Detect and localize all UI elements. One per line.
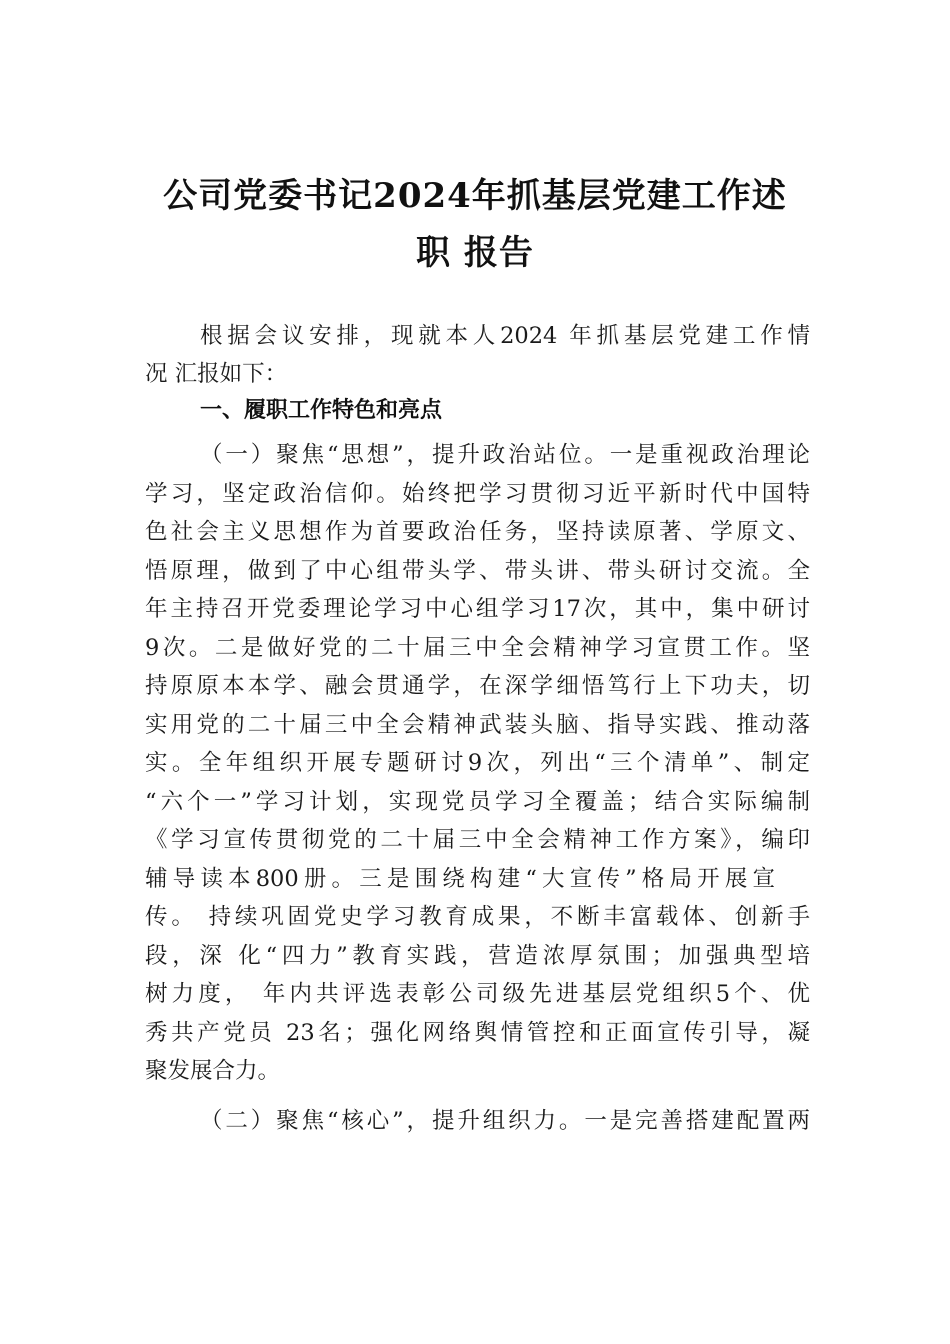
- para1-line-16: 秀共产党员 23名；强化网络舆情管控和正面宣传引导，凝: [145, 1020, 810, 1046]
- para1-line-1: （一）聚焦“思想”，提升政治站位。一是重视政治理论: [200, 442, 810, 468]
- para1-line-12: 辅导读本800册。三是围绕构建“大宣传”格局开展宣: [145, 866, 775, 892]
- para1-line-6: 9次。二是做好党的二十届三中全会精神学习宣贯工作。坚: [145, 635, 810, 661]
- intro-line-2: 况 汇报如下：: [145, 361, 288, 387]
- intro-line-1: 根据会议安排，现就本人2024 年抓基层党建工作情: [200, 323, 810, 349]
- para1-line-2: 学习，坚定政治信仰。始终把学习贯彻习近平新时代中国特: [145, 481, 810, 507]
- para2-line-1: （二）聚焦“核心”，提升组织力。一是完善搭建配置两: [200, 1108, 810, 1134]
- para1-line-4: 悟原理，做到了中心组带头学、带头讲、带头研讨交流。全: [145, 558, 810, 584]
- para1-line-15: 树力度， 年内共评选表彰公司级先进基层党组织5个、优: [145, 981, 810, 1007]
- document-title-line-2: 职 报告: [416, 233, 534, 273]
- para1-line-14: 段，深 化“四力”教育实践，营造浓厚氛围；加强典型培: [145, 943, 810, 969]
- para1-line-7: 持原原本本学、融会贯通学，在深学细悟笃行上下功夫，切: [145, 673, 810, 699]
- para1-line-5: 年主持召开党委理论学习中心组学习17次，其中，集中研讨: [145, 596, 810, 622]
- document-title-line-1: 公司党委书记2024年抓基层党建工作述: [163, 176, 787, 216]
- para1-line-17: 聚发展合力。: [145, 1058, 281, 1084]
- para1-line-10: “六个一”学习计划，实现党员学习全覆盖；结合实际编制: [145, 789, 810, 815]
- section-heading-1: 一、履职工作特色和亮点: [200, 398, 443, 423]
- para1-line-9: 实。全年组织开展专题研讨9次，列出“三个清单”、制定: [145, 750, 810, 776]
- para1-line-13: 传。 持续巩固党史学习教育成果，不断丰富载体、创新手: [145, 904, 810, 930]
- para1-line-3: 色社会主义思想作为首要政治任务，坚持读原著、学原文、: [145, 519, 810, 545]
- para1-line-8: 实用党的二十届三中全会精神武装头脑、指导实践、推动落: [145, 712, 810, 738]
- para1-line-11: 《学习宣传贯彻党的二十届三中全会精神工作方案》，编印: [145, 827, 810, 853]
